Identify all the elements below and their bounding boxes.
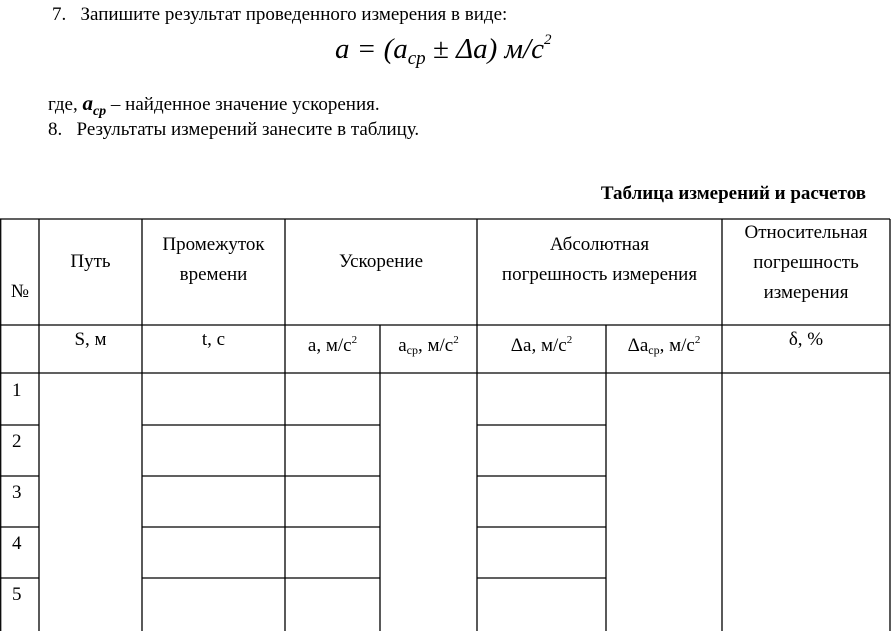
unit-s: S, м	[74, 329, 107, 350]
row-number-2: 2	[12, 431, 22, 452]
header-rel-line3: измерения	[763, 282, 849, 303]
unit-dacp-a: Δa	[627, 335, 649, 356]
where-symbol-sub: ср	[92, 104, 107, 119]
header-abs-line2: погрешность измерения	[501, 264, 698, 285]
unit-a	[285, 325, 380, 361]
formula-a: a	[335, 33, 350, 65]
header-rel-line2: погрешность	[753, 252, 859, 273]
unit-acp	[380, 325, 477, 365]
row-number-3: 3	[12, 482, 22, 503]
formula-acp: a	[393, 33, 408, 65]
step-8-text: Результаты измерений занесите в таблицу.	[76, 119, 420, 140]
unit-dacp-sup: 2	[694, 334, 701, 346]
formula-sup: 2	[543, 32, 552, 48]
header-abs-error	[477, 230, 722, 290]
unit-da-text: Δa, м/с	[510, 335, 567, 356]
header-rel-error	[722, 218, 890, 308]
unit-dacp-rest: , м/с	[659, 335, 695, 356]
unit-da	[477, 325, 606, 361]
unit-acp-rest: , м/с	[418, 335, 454, 356]
where-prefix: где,	[48, 94, 83, 115]
unit-t: t, с	[201, 329, 226, 350]
formula-acp-sub: ср	[407, 48, 426, 69]
unit-acp-a: a	[398, 335, 407, 356]
header-time	[142, 230, 285, 290]
unit-a-text: a, м/с	[307, 335, 352, 356]
header-accel: Ускорение	[338, 251, 424, 272]
formula-eq: = (	[349, 33, 394, 65]
row-number-4: 4	[12, 533, 22, 554]
unit-acp-sub: ср	[406, 343, 418, 357]
where-symbol-a: a	[82, 91, 93, 115]
unit-dacp	[606, 325, 722, 365]
header-time-line1: Промежуток	[162, 234, 265, 255]
header-number: №	[10, 281, 30, 302]
step-7-text: Запишите результат проведенного измерения в виде:	[80, 4, 508, 25]
unit-acp-sup: 2	[453, 334, 459, 346]
unit-a-sup: 2	[351, 334, 358, 346]
step-7-number: 7.	[52, 4, 67, 25]
unit-da-sup: 2	[566, 334, 573, 346]
header-time-line2: времени	[179, 264, 248, 285]
unit-dacp-sub: ср	[648, 343, 660, 357]
row-number-5: 5	[12, 584, 22, 605]
row-number-1: 1	[12, 380, 22, 401]
unit-delta: δ, %	[788, 329, 824, 350]
formula-pm: ± Δa) м/с	[425, 33, 544, 65]
header-rel-line1: Относительная	[744, 222, 868, 243]
header-abs-line1: Абсолютная	[549, 234, 650, 255]
where-text: – найденное значение ускорения.	[106, 94, 380, 115]
table-caption: Таблица измерений и расчетов	[600, 183, 866, 204]
header-path: Путь	[70, 251, 111, 272]
step-8-number: 8.	[48, 119, 63, 140]
